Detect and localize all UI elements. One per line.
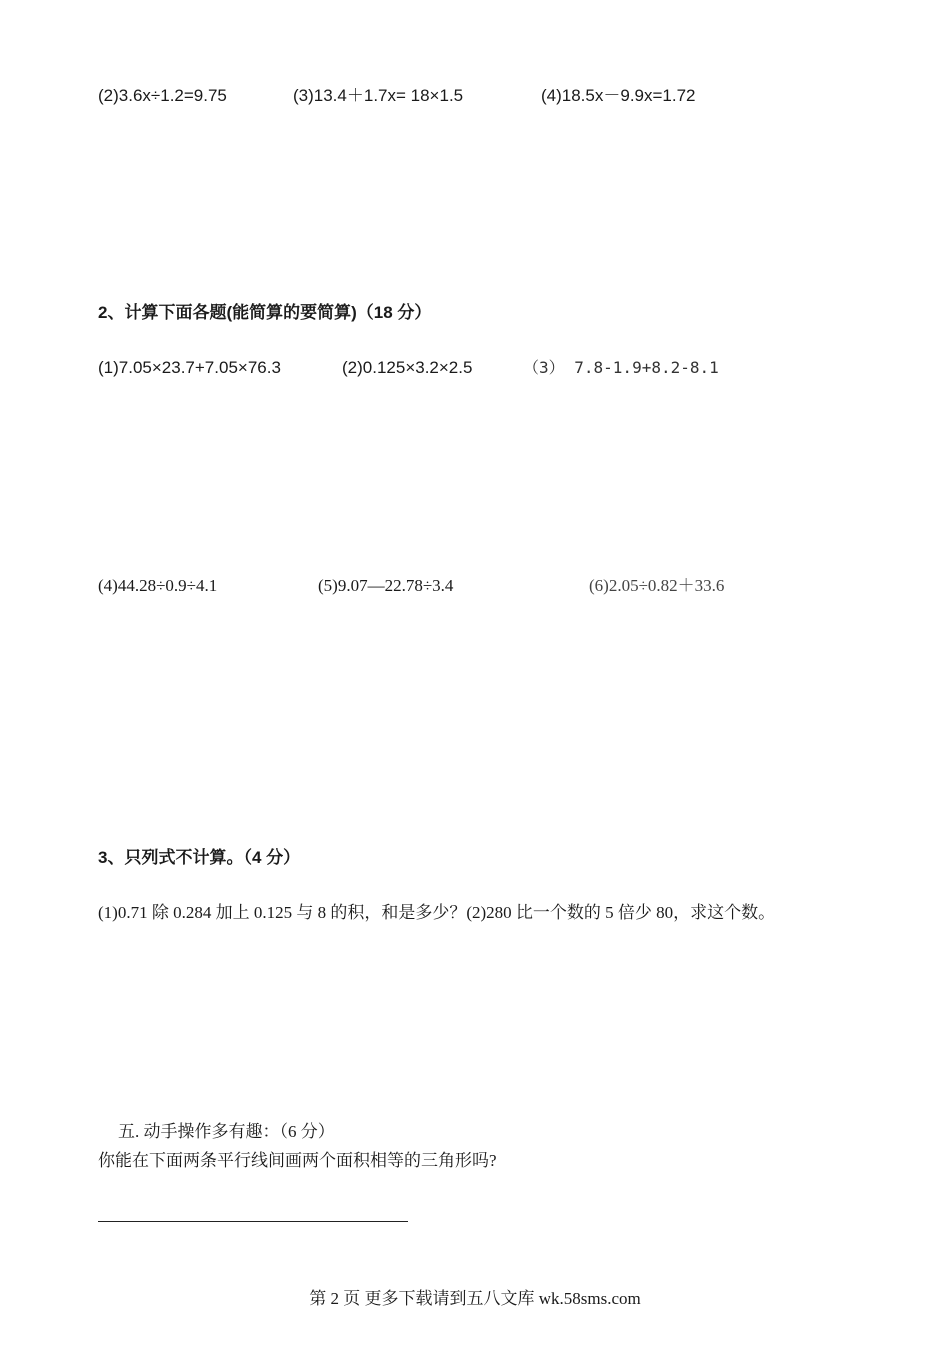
calc-problem-5: (5)9.07—22.78÷3.4 [318, 576, 454, 595]
calc-problem-1: (1)7.05×23.7+7.05×76.3 [98, 358, 281, 377]
section-3-problems: (1)0.71 除 0.284 加上 0.125 与 8 的积，和是多少？(2)280 比一个数的 5 倍少 80，求这个数。 [98, 903, 776, 922]
page-footer: 第 2 页 更多下载请到五八文库 wk.58sms.com [309, 1289, 641, 1308]
parallel-line [98, 1221, 408, 1222]
section-3-heading: 3、只列式不计算。（4 分） [98, 848, 301, 867]
equation-4: (4)18.5x－9.9x=1.72 [541, 86, 696, 105]
equation-2: (2)3.6x÷1.2=9.75 [98, 86, 227, 105]
calc-problem-3: （3） 7.8-1.9+8.2-8.1 [523, 358, 719, 377]
calc-problem-6: (6)2.05÷0.82＋33.6 [589, 576, 725, 595]
calc-problem-4: (4)44.28÷0.9÷4.1 [98, 576, 218, 595]
equation-3: (3)13.4＋1.7x= 18×1.5 [293, 86, 464, 105]
section-2-heading: 2、计算下面各题(能简算的要简算)（18 分） [98, 303, 432, 322]
section-5-question: 你能在下面两条平行线间画两个面积相等的三角形吗? [98, 1151, 497, 1170]
calc-problem-2: (2)0.125×3.2×2.5 [342, 358, 473, 377]
section-5-heading: 五. 动手操作多有趣：（6 分） [118, 1122, 335, 1141]
